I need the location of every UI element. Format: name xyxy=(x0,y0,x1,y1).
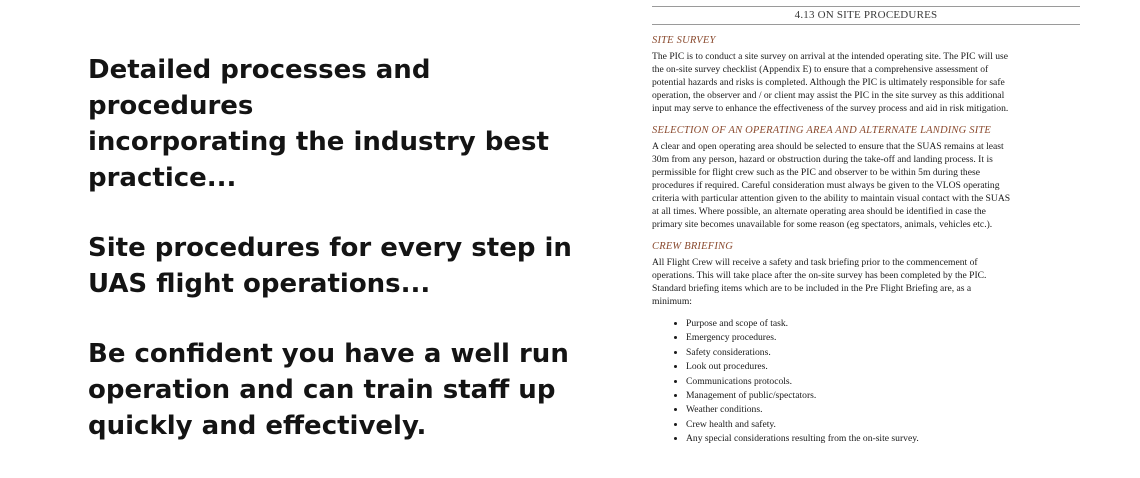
marketing-text xyxy=(88,52,588,478)
list-item: • Safety considerations. xyxy=(686,346,1080,360)
section-body: The PIC is to conduct a site survey on arrival at the intended operating site. The PIC will use the on-site survey checklist (Appendix E) to ensure that a comprehensive assessment of potential hazards and risks is completed. Although the PIC is ultimately responsible for safe operation, the observer and / or client may assist the PIC in the site survey as this additional input may serve to enhance the effectiveness of the survey process and aid in risk mitigation. xyxy=(652,51,1009,114)
section-body: A clear and open operating area should be selected to ensure that the SUAS remains at least 30m from any person, hazard or obstruction during the take-off and landing process. It is permissible for flight crew such as the PIC and observer to be within 5m during these procedures if required. Careful consideration must always be given to the VLOS operating criteria with particular attention given to the ability to maintain visual contact with the SUAS at all times. Where possible, an alternate operating area should be identified in case the primary site becomes unavailable for some reason (eg spectators, animals, vehicles etc.). xyxy=(652,141,1011,230)
document-title: 4.13 ON SITE PROCEDURES xyxy=(652,6,1080,25)
list-item: • Weather conditions. xyxy=(686,403,1080,417)
section-heading: SITE SURVEY xyxy=(652,35,716,46)
list-item: • Purpose and scope of task. xyxy=(686,317,1080,331)
marketing-paragraph: Be confident you have a well run operation and can train staff up quickly and effectively. xyxy=(88,339,569,441)
marketing-paragraph: Detailed processes and procedures incorporating the industry best practice... xyxy=(88,55,549,193)
section-heading: CREW BRIEFING xyxy=(652,241,734,252)
list-item: • Any special considerations resulting from the on-site survey. xyxy=(686,432,1080,446)
list-item: • Management of public/spectators. xyxy=(686,389,1080,403)
section-heading: SELECTION OF AN OPERATING AREA AND ALTERNATE LANDING SITE xyxy=(652,125,992,136)
list-item: • Look out procedures. xyxy=(686,360,1080,374)
list-item: • Crew health and safety. xyxy=(686,418,1080,432)
marketing-paragraph: Site procedures for every step in UAS flight operations... xyxy=(88,233,572,299)
document-excerpt xyxy=(652,6,1080,447)
list-item: • Communications protocols. xyxy=(686,375,1080,389)
list-item: • Emergency procedures. xyxy=(686,331,1080,345)
section-body: All Flight Crew will receive a safety and task briefing prior to the commencement of operations. This will take place after the on-site survey has been completed by the PIC. Standard briefing items which are to be included in the Pre Flight Briefing are, as a minimum: xyxy=(652,257,987,307)
briefing-items-list xyxy=(652,317,1080,447)
